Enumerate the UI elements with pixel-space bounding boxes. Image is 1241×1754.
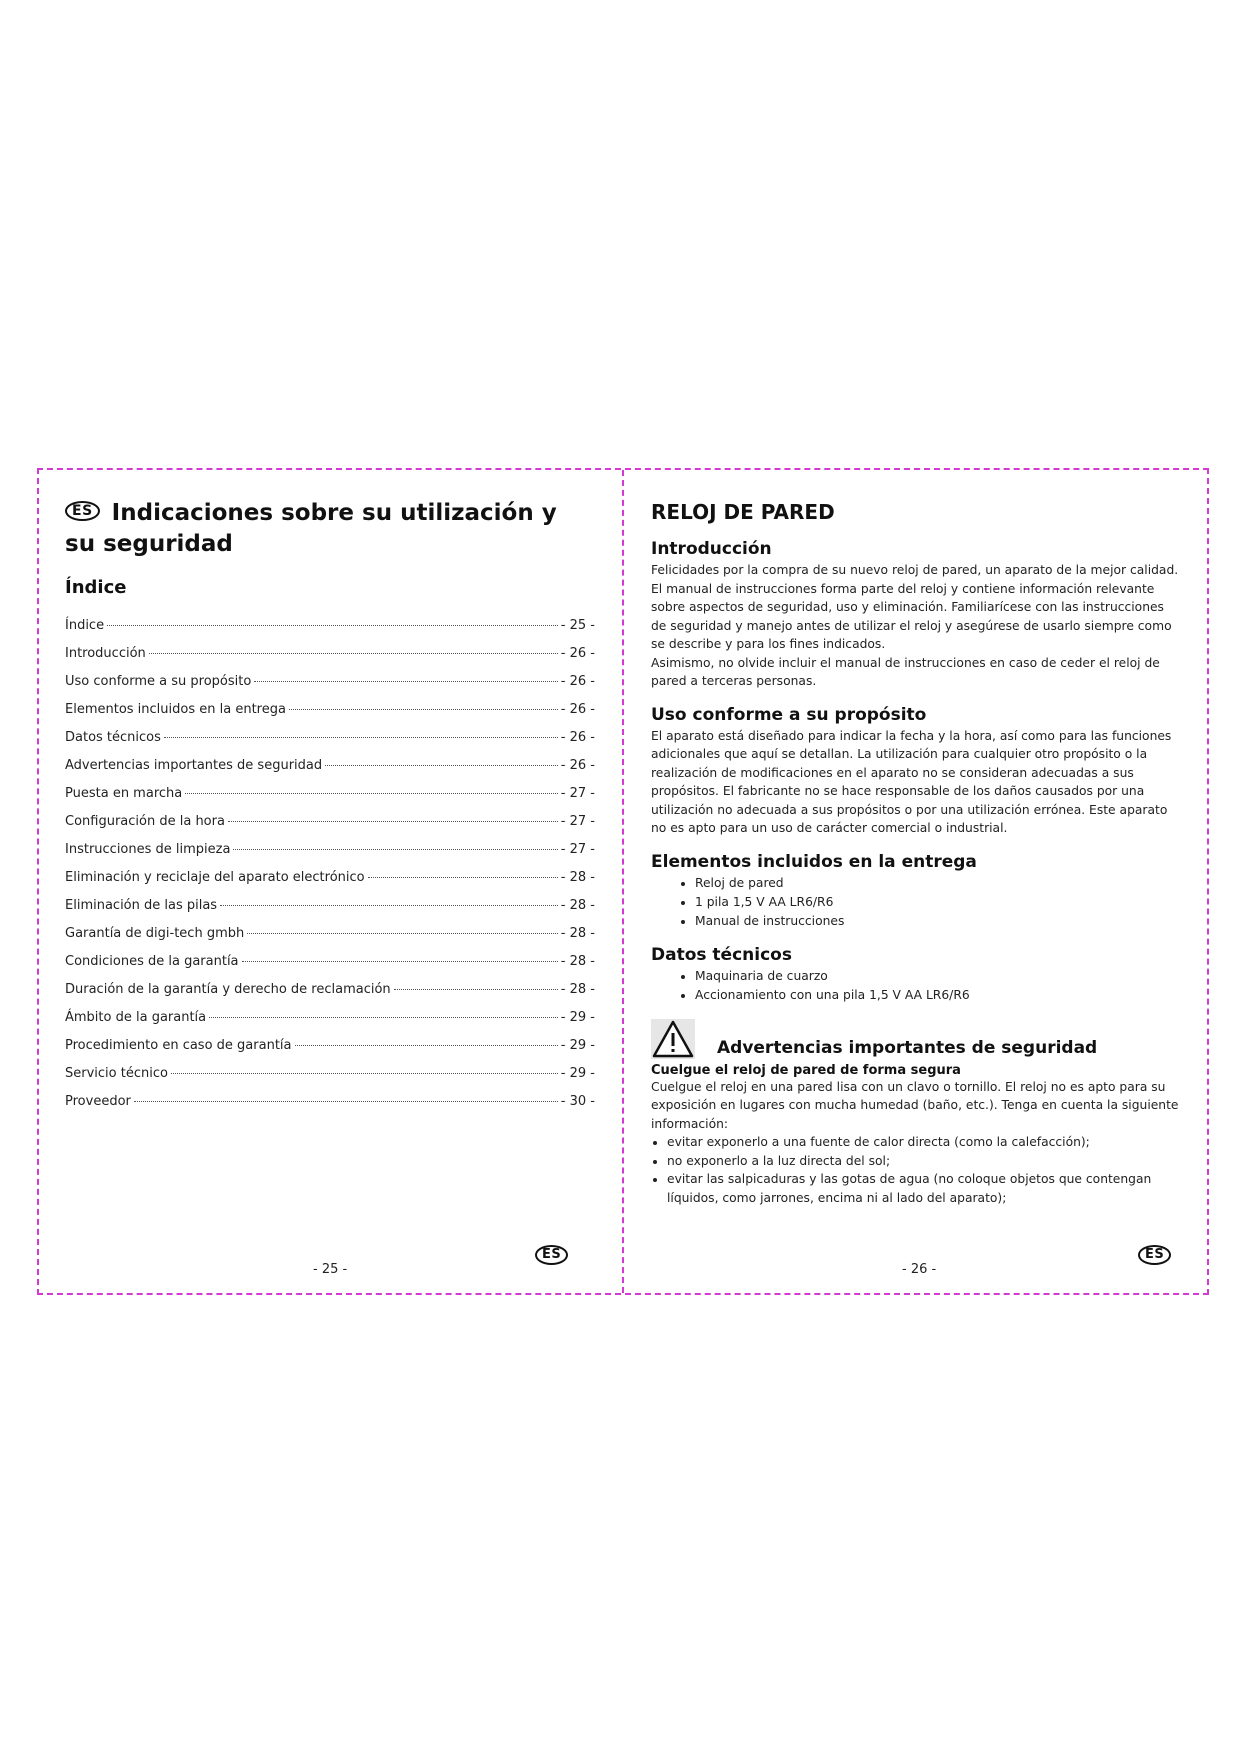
toc-entry-page: - 26 - <box>560 730 595 745</box>
toc-entry-label: Configuración de la hora <box>65 814 225 829</box>
footer-language-badge-icon: ES <box>1138 1245 1171 1265</box>
intro-paragraph-2: Asimismo, no olvide incluir el manual de instrucciones en caso de ceder el reloj de pared a terceras personas. <box>651 655 1160 688</box>
toc-entry[interactable] <box>65 926 595 954</box>
warning-list <box>651 1133 1179 1207</box>
right-page-title: RELOJ DE PARED <box>651 500 835 524</box>
toc-leader-dots <box>185 793 558 794</box>
page-spread <box>37 468 1209 1295</box>
toc-entry-page: - 28 - <box>560 954 595 969</box>
use-paragraph: El aparato está diseñado para indicar la fecha y la hora, así como para las funciones adicionales que aquí se detallan. La utilización para cualquier otro propósito o la realización de modificaciones en el aparato no se consideran adecuadas a sus propósitos. El fabricante no se hace responsable de los daños causados por una utilización no adecuada a sus propósitos o por una utilización errónea. Este aparato no es apto para un uso de carácter comercial o industrial. <box>651 728 1172 835</box>
list-item: • no exponerlo a la luz directa del sol; <box>667 1152 1179 1171</box>
toc-entry-page: - 29 - <box>560 1038 595 1053</box>
toc-entry[interactable] <box>65 898 595 926</box>
toc-entry-label: Uso conforme a su propósito <box>65 674 252 689</box>
toc-entry-page: - 25 - <box>560 618 595 633</box>
toc-entry[interactable] <box>65 646 595 674</box>
left-page-title-text: Indicaciones sobre su utilización y su seguridad <box>65 500 557 557</box>
tech-heading: Datos técnicos <box>651 944 792 965</box>
toc-entry-label: Garantía de digi-tech gmbh <box>65 926 245 941</box>
toc-entry-page: - 29 - <box>560 1010 595 1025</box>
toc-entry[interactable] <box>65 730 595 758</box>
toc-entry-label: Advertencias importantes de seguridad <box>65 758 323 773</box>
toc-entry[interactable] <box>65 1094 595 1122</box>
toc-entry-label: Eliminación de las pilas <box>65 898 218 913</box>
toc-leader-dots <box>289 709 558 710</box>
list-item: • evitar las salpicaduras y las gotas de agua (no coloque objetos que contengan líquidos, como jarrones, encima ni al lado del aparato); <box>667 1170 1179 1207</box>
page-number-right: - 26 - <box>902 1262 937 1277</box>
warning-subheading: Cuelgue el reloj de pared de forma segura <box>651 1062 961 1078</box>
toc-entry[interactable] <box>65 842 595 870</box>
toc-entry-label: Ámbito de la garantía <box>65 1010 207 1025</box>
toc-heading: Índice <box>65 577 127 598</box>
toc-entry-label: Servicio técnico <box>65 1066 168 1081</box>
toc-entry[interactable] <box>65 674 595 702</box>
contents-section <box>651 851 1179 931</box>
toc-leader-dots <box>254 681 557 682</box>
list-item: • Reloj de pared <box>695 874 1179 893</box>
table-of-contents <box>65 618 595 1122</box>
toc-leader-dots <box>220 905 558 906</box>
warning-triangle-icon <box>651 1019 695 1059</box>
right-page-body <box>651 538 1179 1207</box>
contents-heading: Elementos incluidos en la entrega <box>651 851 977 872</box>
toc-entry-label: Introducción <box>65 646 146 661</box>
toc-entry[interactable] <box>65 758 595 786</box>
toc-entry[interactable] <box>65 618 595 646</box>
toc-entry-page: - 28 - <box>560 898 595 913</box>
toc-entry-page: - 27 - <box>560 842 595 857</box>
right-page <box>624 470 1209 1293</box>
intro-heading: Introducción <box>651 539 772 559</box>
list-item: • Manual de instrucciones <box>695 912 1179 931</box>
toc-entry-page: - 27 - <box>560 814 595 829</box>
footer-language-badge-icon: ES <box>535 1245 568 1265</box>
contents-list <box>651 874 1179 931</box>
toc-entry-page: - 28 - <box>560 926 595 941</box>
toc-leader-dots <box>164 737 558 738</box>
toc-entry-label: Procedimiento en caso de garantía <box>65 1038 292 1053</box>
toc-entry-page: - 29 - <box>560 1066 595 1081</box>
toc-entry-page: - 26 - <box>560 674 595 689</box>
toc-entry-label: Condiciones de la garantía <box>65 954 239 969</box>
toc-leader-dots <box>295 1045 558 1046</box>
toc-leader-dots <box>171 1073 558 1074</box>
tech-section <box>651 944 1179 1005</box>
toc-leader-dots <box>247 933 558 934</box>
toc-leader-dots <box>233 849 557 850</box>
toc-entry[interactable] <box>65 982 595 1010</box>
toc-entry-label: Índice <box>65 618 105 633</box>
left-page-title <box>65 498 585 560</box>
warning-paragraph: Cuelgue el reloj en una pared lisa con un clavo o tornillo. El reloj no es apto para su exposición en lugares con mucha humedad (baño, etc.). Tenga en cuenta la siguiente información: <box>651 1079 1179 1131</box>
toc-entry-label: Duración de la garantía y derecho de reclamación <box>65 982 391 997</box>
toc-entry-page: - 27 - <box>560 786 595 801</box>
toc-entry-label: Proveedor <box>65 1094 131 1109</box>
toc-leader-dots <box>394 989 558 990</box>
toc-entry-label: Datos técnicos <box>65 730 161 745</box>
intro-section <box>651 538 1179 691</box>
use-section <box>651 704 1179 838</box>
toc-leader-dots <box>134 1101 558 1102</box>
language-badge-icon: ES <box>65 501 100 521</box>
list-item: • Maquinaria de cuarzo <box>695 967 1179 986</box>
toc-entry-label: Instrucciones de limpieza <box>65 842 231 857</box>
toc-leader-dots <box>107 625 558 626</box>
use-heading: Uso conforme a su propósito <box>651 704 927 725</box>
toc-entry-label: Eliminación y reciclaje del aparato electrónico <box>65 870 365 885</box>
list-item: • evitar exponerlo a una fuente de calor directa (como la calefacción); <box>667 1133 1179 1152</box>
toc-entry[interactable] <box>65 814 595 842</box>
toc-entry-page: - 28 - <box>560 982 595 997</box>
list-item: • 1 pila 1,5 V AA LR6/R6 <box>695 893 1179 912</box>
toc-entry-page: - 26 - <box>560 646 595 661</box>
toc-entry-page: - 26 - <box>560 758 595 773</box>
toc-entry[interactable] <box>65 1010 595 1038</box>
warning-heading: Advertencias importantes de seguridad <box>717 1037 1098 1058</box>
toc-entry[interactable] <box>65 870 595 898</box>
intro-paragraph-1: Felicidades por la compra de su nuevo reloj de pared, un aparato de la mejor calidad. El manual de instrucciones forma parte del reloj y contiene información relevante sobre aspectos de seguridad, uso y eliminación. Familiarícese con las instrucciones de seguridad y manejo antes de utilizar el reloj y asegúrese de usarlo siempre como se describe y para los fines indicados. <box>651 563 1179 651</box>
toc-leader-dots <box>228 821 558 822</box>
toc-entry[interactable] <box>65 786 595 814</box>
page-number-left: - 25 - <box>313 1262 348 1277</box>
toc-leader-dots <box>209 1017 558 1018</box>
toc-entry-label: Puesta en marcha <box>65 786 183 801</box>
toc-entry-page: - 30 - <box>560 1094 595 1109</box>
toc-leader-dots <box>325 765 558 766</box>
toc-entry[interactable] <box>65 1066 595 1094</box>
toc-leader-dots <box>368 877 558 878</box>
toc-entry-label: Elementos incluidos en la entrega <box>65 702 286 717</box>
toc-entry[interactable] <box>65 702 595 730</box>
toc-leader-dots <box>242 961 558 962</box>
tech-list <box>651 967 1179 1005</box>
toc-leader-dots <box>149 653 558 654</box>
warning-header <box>651 1019 1179 1059</box>
toc-entry-page: - 28 - <box>560 870 595 885</box>
toc-entry[interactable] <box>65 1038 595 1066</box>
list-item: • Accionamiento con una pila 1,5 V AA LR6/R6 <box>695 986 1179 1005</box>
toc-entry-page: - 26 - <box>560 702 595 717</box>
left-page <box>39 470 622 1293</box>
toc-entry[interactable] <box>65 954 595 982</box>
